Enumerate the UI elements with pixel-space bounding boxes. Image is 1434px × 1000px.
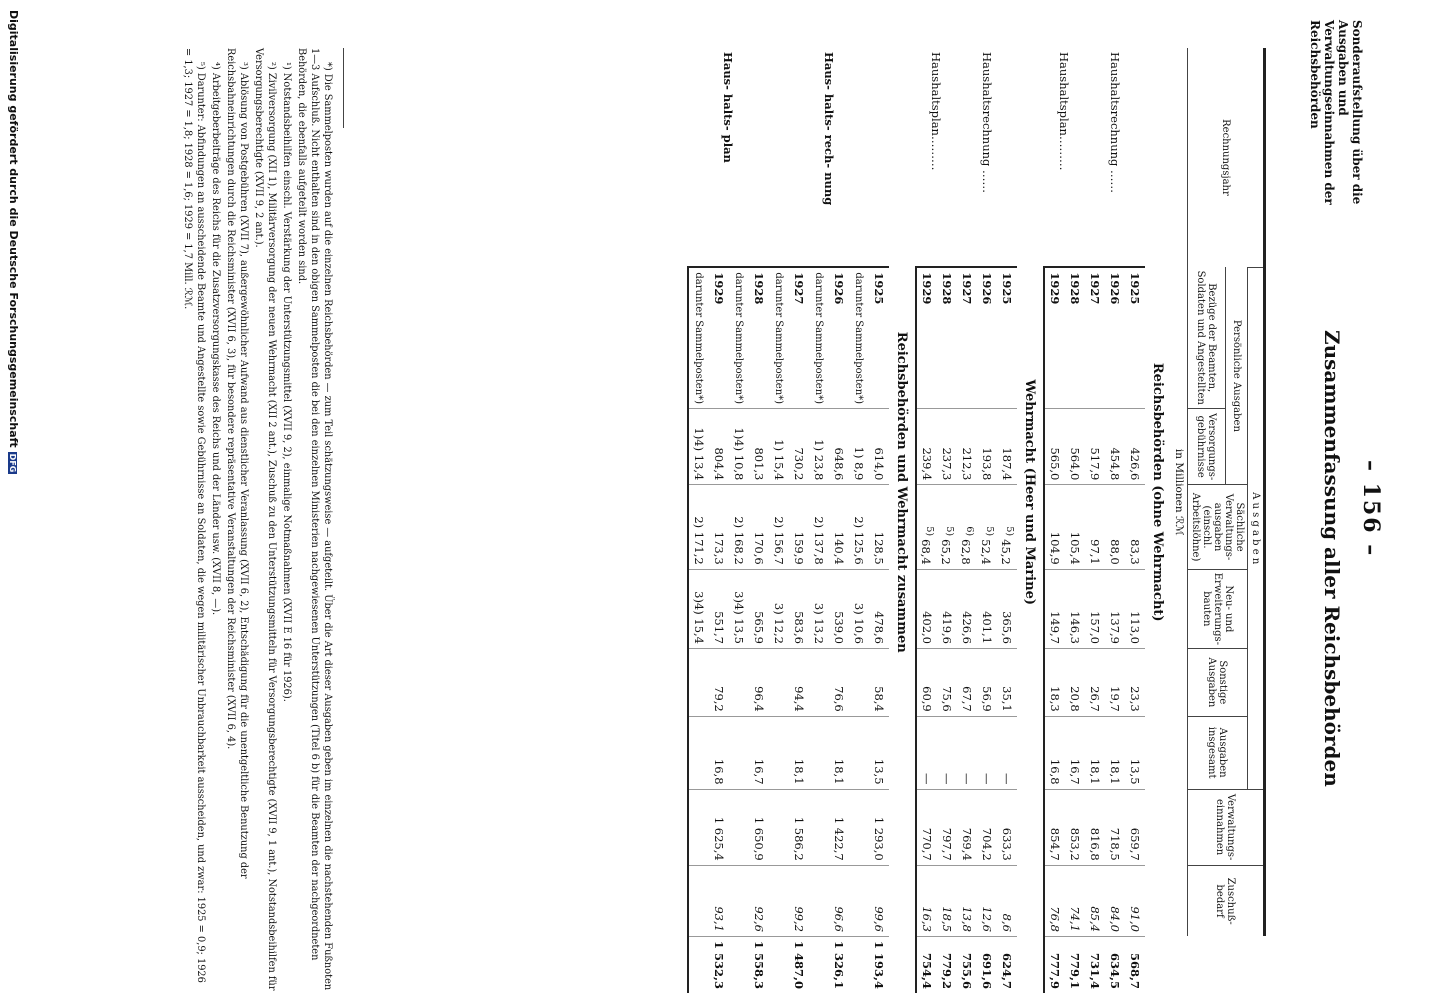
cell: 1 586,2 xyxy=(789,789,809,865)
cell: 755,6 xyxy=(957,936,977,993)
cell: 816,8 xyxy=(1085,789,1105,865)
year: 1925 xyxy=(1125,267,1145,408)
cell: 3)4) 13,5 xyxy=(729,569,749,648)
year: 1928 xyxy=(937,267,957,408)
cell: 187,4 xyxy=(997,409,1017,485)
cell: 2) 125,6 xyxy=(849,485,869,569)
cell-value: 62,8 xyxy=(959,539,974,565)
cell: 1 422,7 xyxy=(829,789,849,865)
cell: 16,8 xyxy=(1044,716,1065,789)
footnote-mark: 5) xyxy=(943,526,955,537)
cell: 517,9 xyxy=(1085,409,1105,485)
col-zuschuss: Zuschuß-bedarf xyxy=(1188,865,1265,936)
cell: 731,4 xyxy=(1085,936,1105,993)
cell: 402,0 xyxy=(916,569,937,648)
year: 1925 xyxy=(869,267,889,408)
cell: — xyxy=(977,716,997,789)
cell: 193,8 xyxy=(977,409,997,485)
cell: 769,4 xyxy=(957,789,977,865)
cell: 23,3 xyxy=(1125,649,1145,717)
cell: 16,3 xyxy=(916,865,937,936)
dfg-logo-icon: DFG xyxy=(8,453,17,473)
year: 1928 xyxy=(749,267,769,408)
cell: 419,6 xyxy=(937,569,957,648)
cell xyxy=(688,865,709,936)
cell: 365,6 xyxy=(997,569,1017,648)
cell: 426,6 xyxy=(1125,409,1145,485)
sub-label: darunter Sammelposten*) xyxy=(688,267,709,408)
cell-value: 45,2 xyxy=(999,539,1014,565)
cell xyxy=(688,936,709,993)
cell: 1 558,3 xyxy=(749,936,769,993)
year: 1929 xyxy=(916,267,937,408)
footnote-rule xyxy=(343,48,344,128)
year: 1926 xyxy=(977,267,997,408)
year: 1928 xyxy=(1065,267,1085,408)
cell: 648,6 xyxy=(829,409,849,485)
cell-value: 52,4 xyxy=(979,539,994,565)
row-label: Haushaltsplan……… xyxy=(929,52,944,171)
section-title: Reichsbehörden (ohne Wehrmacht) xyxy=(1150,362,1166,622)
cell: 67,7 xyxy=(957,649,977,717)
cell: 614,0 xyxy=(869,409,889,485)
col-ausgaben: A u s g a b e n xyxy=(1248,267,1265,789)
cell xyxy=(769,936,789,993)
unit-label: in Millionen ℛℳ xyxy=(1173,448,1185,536)
footnote: ¹) Notstandsbeihilfen einschl. Verstärkung der Unterstützungsmittel (XVII 9, 2), einmalige Notmaßnahmen (XVII E 16 für 1926). xyxy=(281,62,292,702)
cell: 105,4 xyxy=(1065,485,1085,569)
footnote: *) Die Sammelposten wurden auf die einzelnen Reichsbehörden — zum Teil schätzungsweise — aufgeteilt. Über die Art dieser Ausgaben geben im einzelnen die nachstehenden Fußnoten 1—3 Aufschluß. Nicht enthalten sind in den obigen Sammelposten die bei den einzelnen Ministerien nachgewiesenen Unterstützungen (Titel 6 b) für die Beamten der nachgeordneten Behörden, die ebenfalls aufgeteilt worden sind. xyxy=(296,48,333,991)
cell xyxy=(688,649,709,717)
cell: 18,1 xyxy=(829,716,849,789)
sub-label: darunter Sammelposten*) xyxy=(729,267,749,408)
footnote-mark: 5) xyxy=(923,526,935,537)
cell: 140,4 xyxy=(829,485,849,569)
cell: 779,1 xyxy=(1065,936,1085,993)
cell: 237,3 xyxy=(937,409,957,485)
year: 1927 xyxy=(957,267,977,408)
cell xyxy=(997,485,1017,569)
cell: 79,2 xyxy=(709,649,729,717)
cell: 84,0 xyxy=(1105,865,1125,936)
row-label: Haushaltsrechnung …… xyxy=(1108,52,1122,194)
cell: 624,7 xyxy=(997,936,1017,993)
cell: 478,6 xyxy=(869,569,889,648)
footnote: ²) Zivilversorgung (XII 1), Militärversorgung der neuen Wehrmacht (XII 2 ant.), Zuschuß zu den Unterstützungsmitteln für Versorgungsberechtigte (XVII 9, 1 ant.), Notstandsbeihilfen für Versorgungsberechtigte (XVII 9, 2 ant.). xyxy=(253,48,277,991)
cell xyxy=(809,865,829,936)
page-number: – 156 – xyxy=(1358,460,1384,558)
cell: 633,3 xyxy=(997,789,1017,865)
cell xyxy=(809,716,829,789)
cell: 12,6 xyxy=(977,865,997,936)
cell: 58,4 xyxy=(869,649,889,717)
cell: 96,4 xyxy=(749,649,769,717)
cell: 1 532,3 xyxy=(709,936,729,993)
year: 1927 xyxy=(1085,267,1105,408)
cell xyxy=(849,936,869,993)
cell: 20,8 xyxy=(1065,649,1085,717)
cell: 568,7 xyxy=(1125,936,1145,993)
col-rechnungsjahr: Rechnungsjahr xyxy=(1188,48,1265,267)
cell: 13,8 xyxy=(957,865,977,936)
cell: 149,7 xyxy=(1044,569,1065,648)
footnote: ⁴) Arbeitgeberbeiträge des Reichs für die Zusatzversorgungskasse des Reichs und der Länder usw. (XVII 8, —). xyxy=(210,62,221,616)
cell: 75,6 xyxy=(937,649,957,717)
cell: 239,4 xyxy=(916,409,937,485)
cell: 1) 8,9 xyxy=(849,409,869,485)
cell: 18,1 xyxy=(1105,716,1125,789)
cell: 76,6 xyxy=(829,649,849,717)
cell: 551,7 xyxy=(709,569,729,648)
cell: 104,9 xyxy=(1044,485,1065,569)
cell: 704,2 xyxy=(977,789,997,865)
cell xyxy=(916,485,937,569)
cell xyxy=(849,865,869,936)
cell: 777,9 xyxy=(1044,936,1065,993)
cell: 659,7 xyxy=(1125,789,1145,865)
cell: 137,9 xyxy=(1105,569,1125,648)
cell: 565,9 xyxy=(749,569,769,648)
cell xyxy=(729,936,749,993)
cell: 16,8 xyxy=(709,716,729,789)
sub-label: darunter Sammelposten*) xyxy=(849,267,869,408)
cell: 92,6 xyxy=(749,865,769,936)
cell: 212,3 xyxy=(957,409,977,485)
cell: 1)4) 13,4 xyxy=(688,409,709,485)
cell-value: 65,2 xyxy=(939,539,954,565)
sub-label: darunter Sammelposten*) xyxy=(809,267,829,408)
cell: 454,8 xyxy=(1105,409,1125,485)
cell: 97,1 xyxy=(1085,485,1105,569)
cell: 2) 137,8 xyxy=(809,485,829,569)
cell xyxy=(849,649,869,717)
cell xyxy=(957,485,977,569)
cell xyxy=(809,649,829,717)
year: 1929 xyxy=(709,267,729,408)
cell: 56,9 xyxy=(977,649,997,717)
col-einnahmen: Verwaltungs-einnahmen xyxy=(1188,789,1265,865)
cell: 1 193,4 xyxy=(869,936,889,993)
cell: 1 326,1 xyxy=(829,936,849,993)
cell: 76,8 xyxy=(1044,865,1065,936)
cell xyxy=(688,716,709,789)
row-label: Haushaltsplan……… xyxy=(1057,52,1072,171)
cell xyxy=(729,716,749,789)
cell: 770,7 xyxy=(916,789,937,865)
cell: 74,1 xyxy=(1065,865,1085,936)
cell: 401,1 xyxy=(977,569,997,648)
cell: 3) 13,2 xyxy=(809,569,829,648)
page-title: Zusammenfassung aller Reichsbehörden xyxy=(1320,330,1344,787)
cell xyxy=(729,649,749,717)
cell: 83,3 xyxy=(1125,485,1145,569)
cell: 99,2 xyxy=(789,865,809,936)
cell xyxy=(809,789,829,865)
cell: 173,3 xyxy=(709,485,729,569)
cell: 18,3 xyxy=(1044,649,1065,717)
row-label: Haus- halts- plan xyxy=(721,52,736,163)
cell xyxy=(688,789,709,865)
cell: 1 625,4 xyxy=(709,789,729,865)
cell: 634,5 xyxy=(1105,936,1125,993)
cell xyxy=(769,789,789,865)
cell: — xyxy=(957,716,977,789)
cell: — xyxy=(937,716,957,789)
cell xyxy=(729,865,749,936)
cell: 18,1 xyxy=(789,716,809,789)
credit-text: Digitalisierung gefördert durch die Deutsche Forschungsgemeinschaft xyxy=(7,10,20,448)
cell xyxy=(977,485,997,569)
footnote: ⁵) Darunter: Abfindungen an ausscheidende Beamte und Angestellte sowie Gebührnisse an Soldaten, die wegen militärischer Unbrauchbarkeit ausscheiden, und zwar: 1925 = 0,9; 1926 = 1,3; 1927 = 1,8; 1928 = 1,6; 1929 = 1,7 Mill. ℛℳ. xyxy=(182,48,206,983)
cell: 730,2 xyxy=(789,409,809,485)
cell: 13,5 xyxy=(1125,716,1145,789)
cell xyxy=(809,936,829,993)
cell: 564,0 xyxy=(1065,409,1085,485)
cell: 157,0 xyxy=(1085,569,1105,648)
cell: 3) 12,2 xyxy=(769,569,789,648)
cell: 159,9 xyxy=(789,485,809,569)
cell: 583,6 xyxy=(789,569,809,648)
col-versorgung: Versorgungs-gebührnisse xyxy=(1188,409,1226,485)
cell: 94,4 xyxy=(789,649,809,717)
footnote-mark: 5) xyxy=(1003,526,1015,537)
cell: 2) 171,2 xyxy=(688,485,709,569)
col-bezuege: Bezüge der Beamten, Soldaten und Angestellten xyxy=(1188,267,1226,408)
cell: 565,0 xyxy=(1044,409,1065,485)
cell xyxy=(769,865,789,936)
cell: 2) 168,2 xyxy=(729,485,749,569)
footnote: ³) Ablösung von Postgebühren (XVII 7), außergewöhnlicher Aufwand aus dienstlicher Veranlassung (XVII 6, 2), Entschädigung für die unentgeltliche Benutzung der Reichsbahneinrichtungen durch die Reichsminister (XVII 6, 3), für besondere repräsentative Veranstaltungen der Reichsminister (XVII 6, 4). xyxy=(225,48,249,879)
digitization-credit xyxy=(7,10,20,474)
cell: 93,1 xyxy=(709,865,729,936)
cell: 691,6 xyxy=(977,936,997,993)
cell: 1 487,0 xyxy=(789,936,809,993)
cell: 1) 23,8 xyxy=(809,409,829,485)
sub-label: darunter Sammelposten*) xyxy=(769,267,789,408)
col-saechliche: Sächliche Verwaltungs-ausgaben (einschl. Arbeitslöhne) xyxy=(1188,485,1248,569)
year: 1926 xyxy=(1105,267,1125,408)
cell: 718,5 xyxy=(1105,789,1125,865)
cell: 99,6 xyxy=(869,865,889,936)
cell: 85,4 xyxy=(1085,865,1105,936)
cell xyxy=(849,789,869,865)
col-neubau: Neu- und Erweiterungs-bauten xyxy=(1188,569,1248,648)
footnote-mark: 6) xyxy=(963,526,975,537)
cell: 26,7 xyxy=(1085,649,1105,717)
cell: 1 650,9 xyxy=(749,789,769,865)
col-insgesamt: Ausgaben insgesamt xyxy=(1188,716,1248,789)
cell: 18,1 xyxy=(1085,716,1105,789)
cell: — xyxy=(916,716,937,789)
cell xyxy=(937,485,957,569)
cell: 801,3 xyxy=(749,409,769,485)
year: 1929 xyxy=(1044,267,1065,408)
cell: 18,5 xyxy=(937,865,957,936)
year: 1926 xyxy=(829,267,849,408)
cell: 854,7 xyxy=(1044,789,1065,865)
cell: 1 293,0 xyxy=(869,789,889,865)
section-title: Reichsbehörden und Wehrmacht zusammen xyxy=(894,331,910,653)
cell-value: 68,4 xyxy=(919,539,934,565)
cell: 3) 10,6 xyxy=(849,569,869,648)
cell: 1)4) 10,8 xyxy=(729,409,749,485)
cell: 35,1 xyxy=(997,649,1017,717)
cell: 426,6 xyxy=(957,569,977,648)
cell: 16,7 xyxy=(749,716,769,789)
cell: 88,0 xyxy=(1105,485,1125,569)
cell: 2) 156,7 xyxy=(769,485,789,569)
cell: 754,4 xyxy=(916,936,937,993)
cell: 170,6 xyxy=(749,485,769,569)
cell: 91,0 xyxy=(1125,865,1145,936)
cell: — xyxy=(997,716,1017,789)
cell: 539,0 xyxy=(829,569,849,648)
section-title: Wehrmacht (Heer und Marine) xyxy=(1022,379,1038,605)
cell: 60,9 xyxy=(916,649,937,717)
row-label: Haus- halts- rech- nung xyxy=(822,52,836,206)
col-sonstige: Sonstige Ausgaben xyxy=(1188,649,1248,717)
year: 1925 xyxy=(997,267,1017,408)
cell: 1) 15,4 xyxy=(769,409,789,485)
summary-table xyxy=(687,48,1266,993)
cell: 779,2 xyxy=(937,936,957,993)
cell xyxy=(729,789,749,865)
row-label: Haushaltsrechnung …… xyxy=(980,52,994,194)
footnote-mark: 5) xyxy=(983,526,995,537)
cell: 797,7 xyxy=(937,789,957,865)
cell: 3)4) 15,4 xyxy=(688,569,709,648)
cell: 19,7 xyxy=(1105,649,1125,717)
cell xyxy=(769,716,789,789)
cell: 96,6 xyxy=(829,865,849,936)
cell: 128,5 xyxy=(869,485,889,569)
cell xyxy=(849,716,869,789)
cell: 113,0 xyxy=(1125,569,1145,648)
side-title: Sonderaufstellung über die Ausgaben und Verwaltungseinnahmen der Reichsbehörden xyxy=(1308,20,1364,205)
footnotes xyxy=(179,48,334,993)
cell: 8,6 xyxy=(997,865,1017,936)
year: 1927 xyxy=(789,267,809,408)
cell: 16,7 xyxy=(1065,716,1085,789)
col-persoenliche: Persönliche Ausgaben xyxy=(1225,267,1247,484)
cell: 853,2 xyxy=(1065,789,1085,865)
cell: 804,4 xyxy=(709,409,729,485)
cell: 13,5 xyxy=(869,716,889,789)
cell xyxy=(769,649,789,717)
cell: 146,3 xyxy=(1065,569,1085,648)
